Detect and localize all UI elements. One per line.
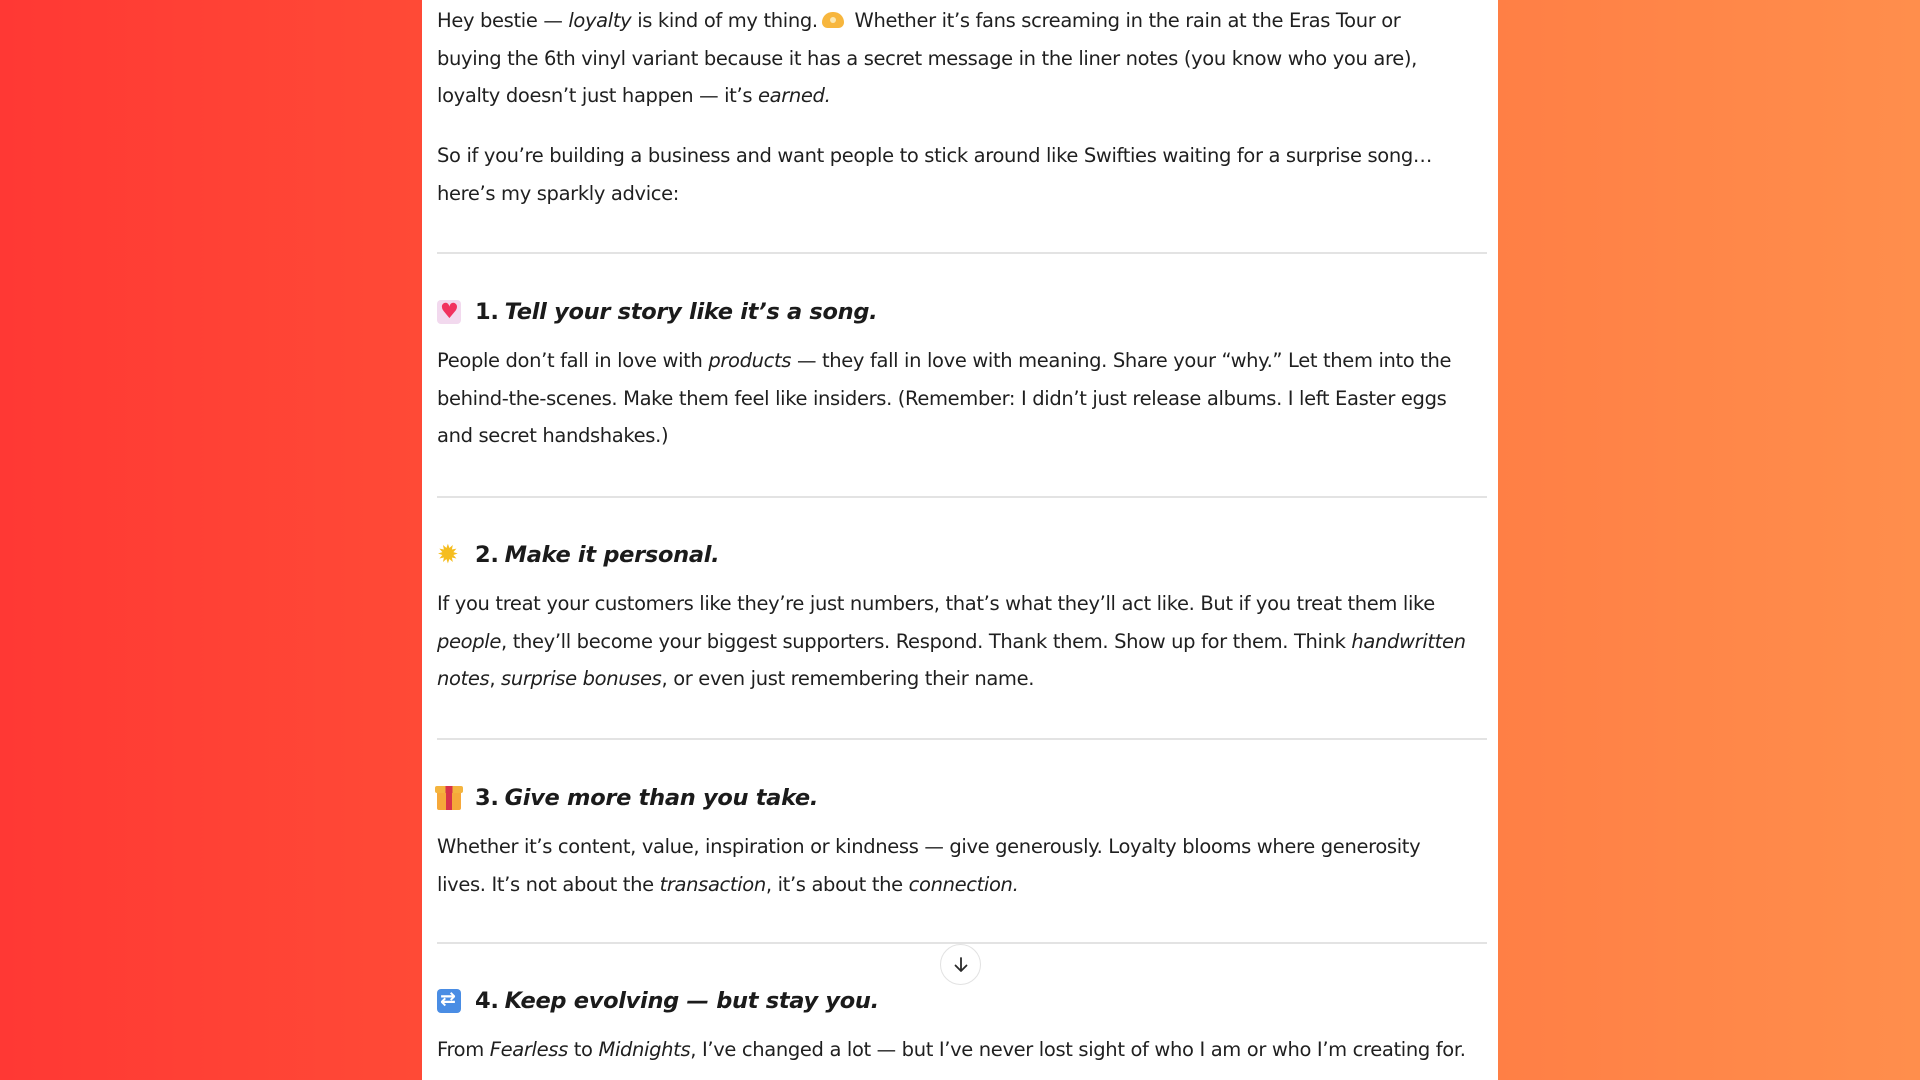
heart-hands-icon	[822, 12, 844, 28]
body-text: , I’ve changed a lot — but I’ve never lost sight of who I am or who I’m creating for.	[690, 1038, 1466, 1061]
divider	[437, 738, 1487, 740]
intro-line-2: buying the 6th vinyl variant because it has a secret message in the liner notes (you know who you are),	[437, 46, 1417, 70]
emphasis-products: products	[708, 349, 792, 372]
intro-emphasis-earned: earned.	[757, 84, 831, 107]
body-text: , or even just remembering their name.	[661, 667, 1035, 690]
lead-line-1: So if you’re building a business and want people to stick around like Swifties waiting for a surprise song…	[437, 144, 1433, 167]
body-line-3: and secret handshakes.)	[437, 424, 669, 447]
sparkle-sun-icon	[437, 543, 461, 567]
heart-icon	[437, 300, 461, 324]
emphasis-connection: connection.	[908, 872, 1019, 896]
repeat-icon	[437, 989, 461, 1013]
section-title: Give more than you take.	[504, 785, 819, 811]
body-text: — they fall in love with meaning. Share your “why.” Let them into the	[791, 349, 1452, 372]
intro-text: loyalty doesn’t just happen — it’s	[437, 84, 758, 107]
lead-line-2: here’s my sparkly advice:	[437, 181, 680, 205]
body-line-1: If you treat your customers like they’re just numbers, that’s what they’ll act like. But if you treat them like	[437, 592, 1435, 615]
section-body-4	[437, 1031, 1487, 1069]
divider	[437, 496, 1487, 498]
section-body-1	[437, 342, 1487, 455]
chat-message-panel	[422, 0, 1498, 1080]
section-heading-1	[437, 292, 877, 332]
section-body-3	[437, 828, 1487, 903]
intro-paragraph	[437, 2, 1487, 115]
emphasis-notes: notes	[437, 667, 490, 690]
section-heading-4	[437, 981, 879, 1021]
section-title: Make it personal.	[504, 542, 720, 568]
section-number: 1.	[475, 299, 499, 325]
lead-paragraph	[437, 137, 1487, 212]
body-line-2: behind-the-scenes. Make them feel like insiders. (Remember: I didn’t just release albums. I left Easter eggs	[437, 386, 1447, 410]
section-body-2	[437, 585, 1487, 698]
section-title: Keep evolving — but stay you.	[504, 988, 879, 1014]
emphasis-midnights: Midnights	[598, 1038, 691, 1061]
body-text: People don’t fall in love with	[437, 349, 709, 372]
gift-icon	[437, 786, 461, 810]
body-text: From	[437, 1038, 490, 1061]
intro-emphasis-loyalty: loyalty	[568, 9, 632, 32]
intro-text: Whether it’s fans screaming in the rain at the Eras Tour or	[848, 9, 1401, 32]
body-text: ,	[489, 667, 502, 690]
body-text: , it’s about the	[765, 872, 909, 896]
intro-text: is kind of my thing.	[631, 9, 818, 32]
body-text: lives. It’s not about the	[437, 872, 660, 896]
section-heading-2	[437, 535, 719, 575]
intro-text: Hey bestie —	[437, 9, 569, 32]
scroll-to-bottom-button[interactable]	[940, 944, 981, 985]
emphasis-people: people	[437, 629, 501, 653]
body-text: to	[567, 1038, 599, 1061]
section-number: 4.	[475, 988, 499, 1014]
emphasis-surprise-bonuses: surprise bonuses	[501, 667, 662, 690]
section-number: 3.	[475, 785, 499, 811]
section-heading-3	[437, 778, 818, 818]
section-title: Tell your story like it’s a song.	[504, 299, 878, 325]
body-line-1: Whether it’s content, value, inspiration or kindness — give generously. Loyalty blooms where generosity	[437, 835, 1421, 858]
emphasis-fearless: Fearless	[489, 1038, 568, 1061]
arrow-down-icon	[951, 955, 971, 975]
body-text: , they’ll become your biggest supporters. Respond. Thank them. Show up for them. Think	[501, 629, 1352, 653]
emphasis-transaction: transaction	[659, 872, 766, 896]
emphasis-handwritten: handwritten	[1351, 629, 1466, 653]
section-number: 2.	[475, 542, 499, 568]
divider	[437, 252, 1487, 254]
